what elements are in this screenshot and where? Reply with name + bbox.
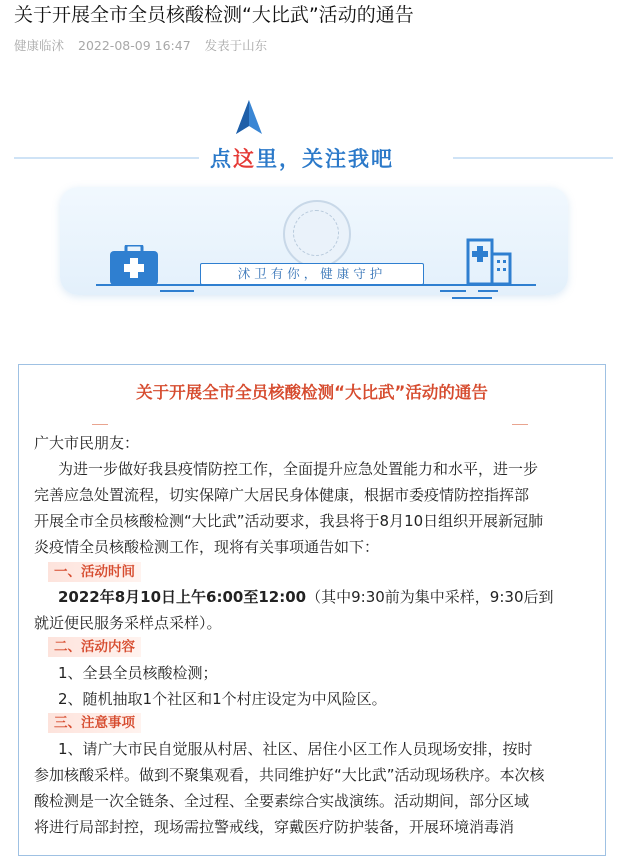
author-link[interactable]: 健康临沭	[14, 38, 65, 53]
banner-baseline	[96, 284, 536, 286]
para-line: 炎疫情全员核酸检测工作，现将有关事项通告如下：	[34, 538, 380, 556]
note-line: 酸检测是一次全链条、全过程、全要素综合实战演练。活动期间，部分区域	[34, 792, 530, 810]
publish-location: 发表于山东	[204, 38, 268, 53]
notice-title: 关于开展全市全员核酸检测“大比武”活动的通告	[136, 383, 488, 402]
medical-kit-icon	[110, 245, 158, 285]
section-time: 一、活动时间	[48, 562, 141, 582]
banner-dash	[478, 290, 498, 292]
content-item: 2、随机抽取1个社区和1个村庄设定为中风险区。	[58, 690, 387, 708]
time-line-2: 就近便民服务采样点采样）。	[34, 614, 222, 632]
para-line: 开展全市全员核酸检测“大比武”活动要求，我县将于8月10日组织开展新冠肺	[34, 512, 544, 530]
time-line: 2022年8月10日上午6:00至12:00（其中9:30前为集中采样，9:30后到	[58, 588, 554, 606]
note-line: 参加核酸采样。做到不聚集观看，共同维护好“大比武”活动现场秩序。本次核	[34, 766, 545, 784]
arrow-up-icon	[234, 100, 264, 136]
note-line: 1、请广大市民自觉服从村居、社区、居住小区工作人员现场安排，按时	[58, 740, 533, 758]
content-item: 1、全县全员核酸检测；	[58, 664, 218, 682]
publish-date: 2022-08-09 16:47	[78, 38, 191, 53]
greeting: 广大市民朋友：	[34, 434, 140, 452]
article-meta	[14, 36, 277, 54]
section-notes: 三、注意事项	[48, 713, 141, 733]
para-line: 完善应急处置流程，切实保障广大居民身体健康，根据市委疫情防控指挥部	[34, 486, 530, 504]
slogan-box: 沭卫有你，健康守护	[200, 263, 424, 285]
banner-dash	[452, 297, 492, 299]
article-title: 关于开展全市全员核酸检测“大比武”活动的通告	[14, 4, 414, 26]
title-deco-right	[512, 424, 528, 425]
title-deco-left	[92, 424, 108, 425]
divider-right	[453, 157, 613, 159]
section-content: 二、活动内容	[48, 637, 141, 657]
follow-prompt[interactable]: 点这里，关注我吧	[210, 147, 394, 171]
banner-dash	[440, 290, 466, 292]
divider-left	[14, 157, 199, 159]
para-line: 为进一步做好我县疫情防控工作，全面提升应急处置能力和水平，进一步	[58, 460, 539, 478]
hospital-icon	[466, 238, 512, 286]
banner-dash	[160, 290, 194, 292]
note-line: 将进行局部封控，现场需拉警戒线，穿戴医疗防护装备，开展环境消毒消	[34, 818, 515, 836]
emblem-icon	[283, 200, 351, 268]
